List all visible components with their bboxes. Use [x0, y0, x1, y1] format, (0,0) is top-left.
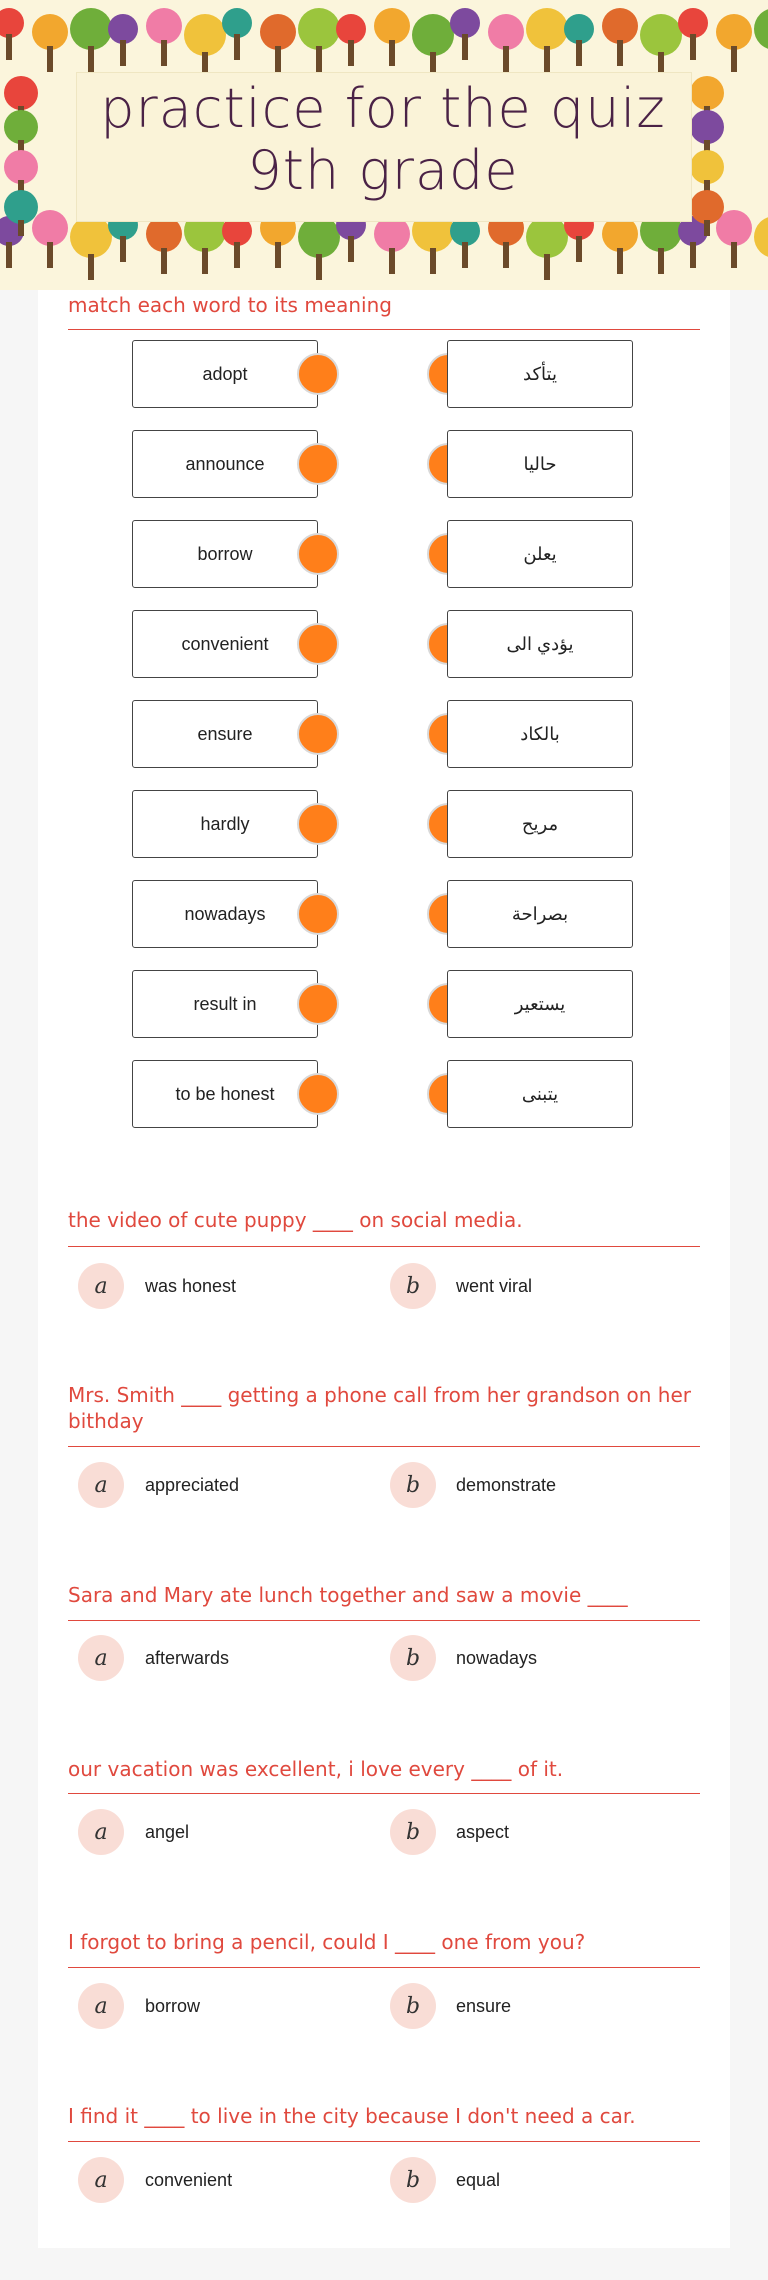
tree-decoration — [108, 14, 138, 68]
option-a-text[interactable]: angel — [145, 1822, 190, 1842]
match-connector-dot[interactable] — [297, 533, 339, 575]
option-a-text[interactable]: was honest — [145, 1276, 237, 1296]
match-meaning-box[interactable]: يعلن — [447, 520, 633, 588]
option-a-badge[interactable]: a — [78, 1462, 124, 1508]
option-a-badge[interactable]: a — [78, 2157, 124, 2203]
tree-decoration — [488, 14, 524, 74]
match-connector-dot[interactable] — [297, 353, 339, 395]
option-b-badge[interactable]: b — [390, 1809, 436, 1855]
question-rule — [68, 1446, 700, 1447]
tree-decoration — [678, 8, 708, 62]
tree-decoration — [690, 190, 724, 240]
match-word-box[interactable]: to be honest — [132, 1060, 318, 1128]
option-a-badge[interactable]: a — [78, 1809, 124, 1855]
tree-decoration — [184, 14, 226, 80]
match-word-box[interactable]: ensure — [132, 700, 318, 768]
tree-decoration — [526, 8, 568, 74]
tree-decoration — [754, 8, 768, 74]
match-meaning-box[interactable]: مريح — [447, 790, 633, 858]
option-b-text[interactable]: nowadays — [456, 1648, 538, 1668]
question-text: our vacation was excellent, i love every ____ of it. — [68, 1757, 564, 1781]
match-connector-dot[interactable] — [297, 623, 339, 665]
match-word-box[interactable]: nowadays — [132, 880, 318, 948]
question-text: I forgot to bring a pencil, could I ____ one from you? — [68, 1930, 586, 1954]
tree-decoration — [640, 14, 682, 80]
match-word-box[interactable]: announce — [132, 430, 318, 498]
tree-decoration — [450, 8, 480, 62]
tree-decoration — [374, 216, 410, 276]
match-word-box[interactable]: borrow — [132, 520, 318, 588]
option-a-text[interactable]: borrow — [145, 1996, 201, 2016]
match-connector-dot[interactable] — [297, 893, 339, 935]
match-word-box[interactable]: adopt — [132, 340, 318, 408]
matching-heading-rule — [68, 329, 700, 330]
match-meaning-box[interactable]: حاليا — [447, 430, 633, 498]
option-b-badge[interactable]: b — [390, 1635, 436, 1681]
question-rule — [68, 1967, 700, 1968]
option-b-text[interactable]: demonstrate — [456, 1475, 557, 1495]
tree-decoration — [298, 216, 340, 282]
tree-decoration — [716, 14, 752, 74]
tree-decoration — [526, 216, 568, 282]
title-line-2: 9th grade — [247, 139, 519, 202]
match-word-box[interactable]: result in — [132, 970, 318, 1038]
tree-decoration — [412, 14, 454, 80]
question-rule — [68, 2141, 700, 2142]
tree-decoration — [298, 8, 340, 74]
option-b-badge[interactable]: b — [390, 1983, 436, 2029]
tree-decoration — [32, 14, 68, 74]
match-meaning-box[interactable]: بالكاد — [447, 700, 633, 768]
tree-decoration — [0, 8, 24, 62]
option-b-text[interactable]: equal — [456, 2170, 501, 2190]
match-connector-dot[interactable] — [297, 983, 339, 1025]
match-meaning-box[interactable]: يتأكد — [447, 340, 633, 408]
matching-heading: match each word to its meaning — [68, 293, 392, 317]
title-line-1: practice for the quiz — [100, 77, 666, 140]
tree-decoration — [70, 8, 112, 74]
question-rule — [68, 1246, 700, 1247]
match-connector-dot[interactable] — [297, 803, 339, 845]
option-b-text[interactable]: aspect — [456, 1822, 510, 1842]
tree-decoration — [4, 190, 38, 240]
match-word-box[interactable]: hardly — [132, 790, 318, 858]
tree-decoration — [70, 216, 112, 282]
tree-decoration — [450, 216, 480, 270]
tree-decoration — [222, 8, 252, 62]
match-meaning-box[interactable]: يتبنى — [447, 1060, 633, 1128]
tree-decoration — [754, 216, 768, 282]
option-b-badge[interactable]: b — [390, 2157, 436, 2203]
tree-decoration — [146, 216, 182, 276]
tree-decoration — [564, 14, 594, 68]
match-meaning-box[interactable]: يؤدي الى — [447, 610, 633, 678]
option-a-text[interactable]: afterwards — [145, 1648, 230, 1668]
question-text: the video of cute puppy ____ on social media. — [68, 1208, 523, 1232]
question-text: Sara and Mary ate lunch together and saw a movie ____ — [68, 1583, 628, 1607]
tree-decoration — [602, 216, 638, 276]
option-b-text[interactable]: went viral — [456, 1276, 533, 1296]
option-a-text[interactable]: convenient — [145, 2170, 233, 2190]
option-a-badge[interactable]: a — [78, 1263, 124, 1309]
question-text: Mrs. Smith ____ getting a phone call from her grandson on her bithday — [68, 1383, 691, 1433]
option-b-text[interactable]: ensure — [456, 1996, 512, 2016]
match-connector-dot[interactable] — [297, 1073, 339, 1115]
option-b-badge[interactable]: b — [390, 1263, 436, 1309]
option-b-badge[interactable]: b — [390, 1462, 436, 1508]
question-rule — [68, 1620, 700, 1621]
option-a-badge[interactable]: a — [78, 1635, 124, 1681]
tree-decoration — [146, 8, 182, 68]
header-banner — [0, 0, 768, 290]
tree-decoration — [260, 14, 296, 74]
option-a-badge[interactable]: a — [78, 1983, 124, 2029]
match-word-box[interactable]: convenient — [132, 610, 318, 678]
match-meaning-box[interactable]: يستعير — [447, 970, 633, 1038]
tree-decoration — [602, 8, 638, 68]
match-connector-dot[interactable] — [297, 713, 339, 755]
tree-decoration — [374, 8, 410, 68]
question-rule — [68, 1793, 700, 1794]
tree-decoration — [222, 216, 252, 270]
tree-decoration — [336, 14, 366, 68]
match-connector-dot[interactable] — [297, 443, 339, 485]
page-title — [76, 78, 690, 202]
option-a-text[interactable]: appreciated — [145, 1475, 240, 1495]
question-text: I find it ____ to live in the city because I don't need a car. — [68, 2104, 636, 2128]
match-meaning-box[interactable]: بصراحة — [447, 880, 633, 948]
